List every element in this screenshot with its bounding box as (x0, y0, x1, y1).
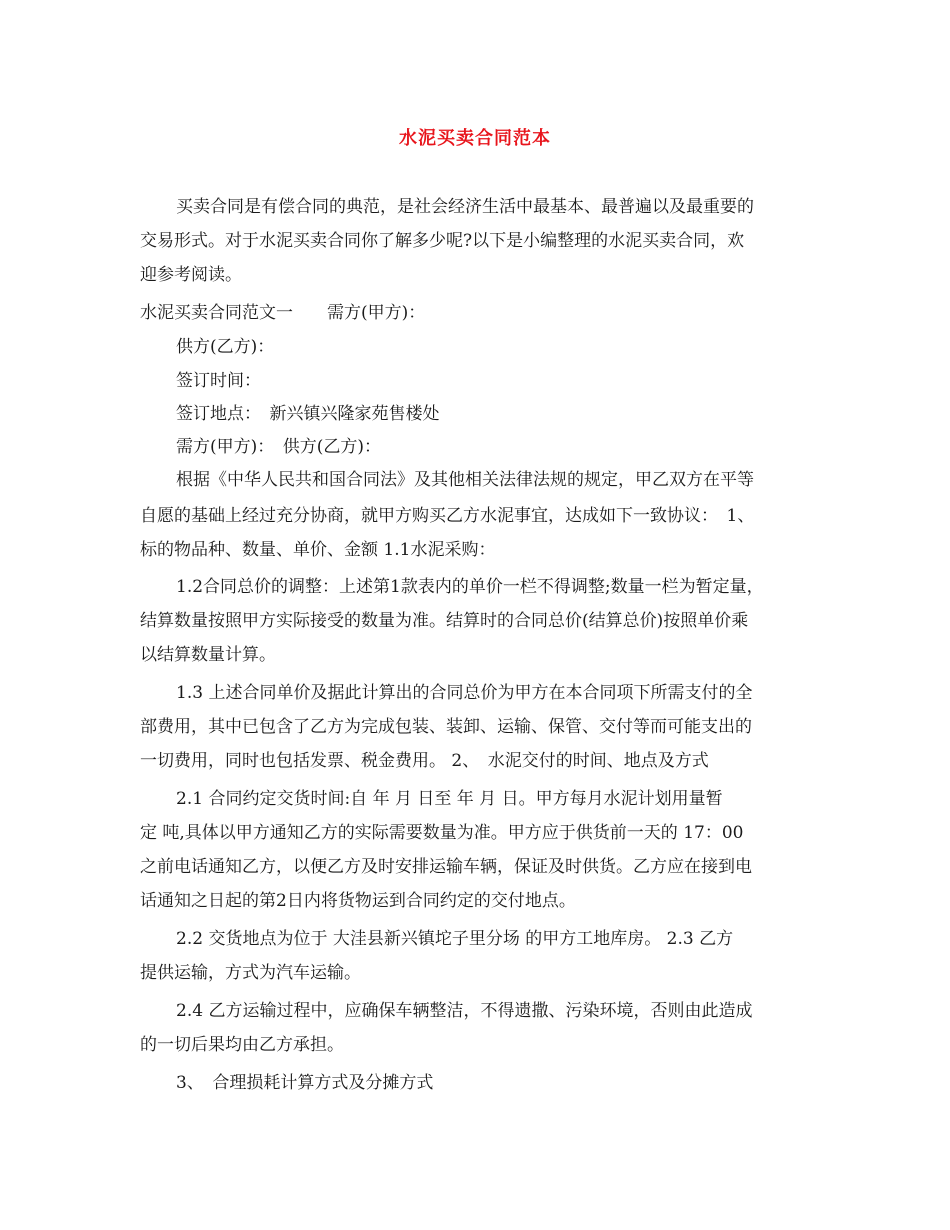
text-line: 水泥买卖合同范文一 需方(甲方)： (140, 303, 426, 323)
text-line: 标的物品种、数量、单价、金额 1.1水泥采购： (140, 540, 496, 560)
text-line: 2.4 乙方运输过程中，应确保车辆整洁，不得遗撒、污染环境，否则由此造成 (176, 1001, 753, 1021)
text-line: 买卖合同是有偿合同的典范，是社会经济生活中最基本、最普遍以及最重要的 (176, 197, 754, 217)
text-line: 1.3 上述合同单价及据此计算出的合同总价为甲方在本合同项下所需支付的全 (176, 683, 753, 703)
text-line: 2.2 交货地点为位于 大洼县新兴镇坨子里分场 的甲方工地库房。 2.3 乙方 (176, 929, 734, 949)
text-line: 根据《中华人民共和国合同法》及其他相关法律法规的规定，甲乙双方在平等 (176, 470, 754, 490)
text-line: 结算数量按照甲方实际接受的数量为准。结算时的合同总价(结算总价)按照单价乘 (140, 611, 749, 631)
text-line: 签订地点： 新兴镇兴隆家苑售楼处 (176, 404, 440, 424)
text-line: 提供运输，方式为汽车运输。 (140, 963, 361, 983)
text-line: 部费用，其中已包含了乙方为完成包装、装卸、运输、保管、交付等而可能支出的 (140, 717, 752, 737)
text-line: 交易形式。对于水泥买卖合同你了解多少呢?以下是小编整理的水泥买卖合同，欢 (140, 231, 745, 251)
text-line: 一切费用，同时也包括发票、税金费用。 2、 水泥交付的时间、地点及方式 (140, 751, 709, 771)
text-line: 迎参考阅读。 (140, 265, 242, 285)
text-line: 1.2合同总价的调整：上述第1款表内的单价一栏不得调整;数量一栏为暂定量， (176, 577, 764, 597)
document-title: 水泥买卖合同范本 (399, 128, 551, 149)
text-line: 定 吨,具体以甲方通知乙方的实际需要数量为准。甲方应于供货前一天的 17：00 (140, 823, 744, 843)
text-line: 自愿的基础上经过充分协商，就甲方购买乙方水泥事宜，达成如下一致协议： 1、 (140, 506, 755, 526)
text-line: 供方(乙方)： (176, 337, 275, 357)
text-line: 3、 合理损耗计算方式及分摊方式 (176, 1073, 434, 1093)
text-line: 话通知之日起的第2日内将货物运到合同约定的交付地点。 (140, 891, 576, 911)
text-line: 签订时间： (176, 371, 261, 391)
text-line: 以结算数量计算。 (140, 645, 276, 665)
text-line: 的一切后果均由乙方承担。 (140, 1035, 344, 1055)
text-line: 2.1 合同约定交货时间:自 年 月 日至 年 月 日。甲方每月水泥计划用量暂 (176, 789, 723, 809)
text-line: 需方(甲方)： 供方(乙方)： (176, 437, 382, 457)
text-line: 之前电话通知乙方，以便乙方及时安排运输车辆，保证及时供货。乙方应在接到电 (140, 857, 752, 877)
